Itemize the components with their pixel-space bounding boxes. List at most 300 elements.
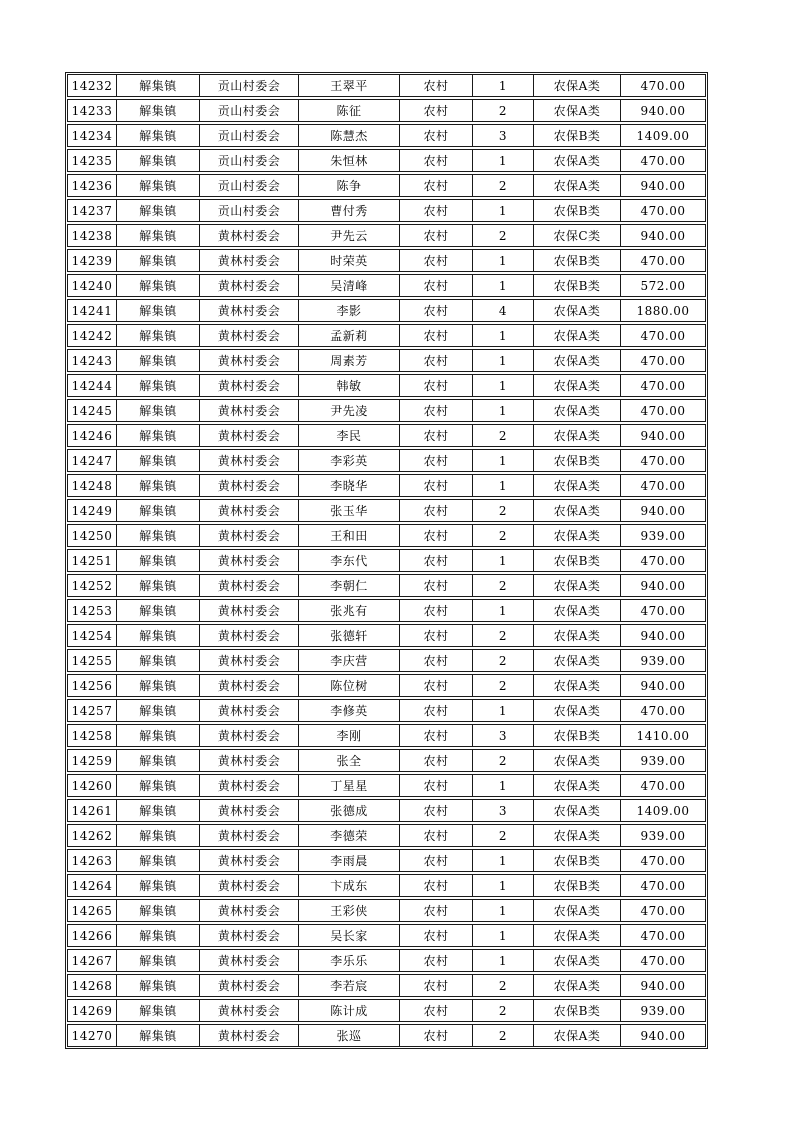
cell-town: 解集镇 [117,950,200,971]
cell-category: 农村 [400,675,473,696]
table-row [67,149,706,172]
cell-village: 黄林村委会 [200,625,299,646]
cell-count: 1 [473,950,534,971]
cell-type: 农保A类 [534,825,621,846]
cell-id: 14257 [68,700,117,721]
cell-type: 农保A类 [534,425,621,446]
insurance-table [65,72,708,1049]
cell-count: 2 [473,825,534,846]
cell-category: 农村 [400,750,473,771]
cell-id: 14240 [68,275,117,296]
cell-type: 农保A类 [534,500,621,521]
cell-amount: 470.00 [640,328,686,343]
cell-amount: 939.00 [640,528,686,543]
cell-village: 贡山村委会 [200,175,299,196]
cell-town: 解集镇 [117,200,200,221]
cell-category: 农村 [400,275,473,296]
cell-type: 农保A类 [534,625,621,646]
cell-id: 14254 [68,625,117,646]
cell-amount: 470.00 [640,853,686,868]
cell-type: 农保A类 [534,175,621,196]
cell-village: 黄林村委会 [200,750,299,771]
cell-name: 孟新莉 [299,325,400,346]
cell-count: 2 [473,175,534,196]
cell-amount: 940.00 [640,628,686,643]
cell-id: 14242 [68,325,117,346]
cell-type: 农保A类 [534,325,621,346]
cell-village: 贡山村委会 [200,125,299,146]
cell-category: 农村 [400,775,473,796]
cell-name: 李雨晨 [299,850,400,871]
cell-name: 张兆有 [299,600,400,621]
cell-category: 农村 [400,925,473,946]
cell-town: 解集镇 [117,525,200,546]
cell-id: 14255 [68,650,117,671]
table-row [67,324,706,347]
cell-amount: 1880.00 [636,303,690,318]
cell-village: 黄林村委会 [200,875,299,896]
cell-id: 14258 [68,725,117,746]
cell-category: 农村 [400,400,473,421]
cell-type: 农保B类 [534,125,621,146]
cell-village: 黄林村委会 [200,1000,299,1021]
cell-name: 周素芳 [299,350,400,371]
cell-type: 农保A类 [534,975,621,996]
cell-amount: 470.00 [640,928,686,943]
cell-town: 解集镇 [117,400,200,421]
cell-name: 曹付秀 [299,200,400,221]
cell-type: 农保A类 [534,600,621,621]
cell-village: 黄林村委会 [200,950,299,971]
cell-amount: 939.00 [640,1003,686,1018]
cell-count: 1 [473,325,534,346]
cell-amount: 940.00 [640,178,686,193]
cell-amount: 470.00 [640,153,686,168]
cell-category: 农村 [400,425,473,446]
cell-village: 黄林村委会 [200,925,299,946]
cell-name: 陈计成 [299,1000,400,1021]
cell-village: 黄林村委会 [200,775,299,796]
cell-village: 黄林村委会 [200,850,299,871]
cell-category: 农村 [400,825,473,846]
cell-town: 解集镇 [117,975,200,996]
cell-category: 农村 [400,475,473,496]
cell-id: 14270 [68,1025,117,1046]
cell-village: 黄林村委会 [200,600,299,621]
cell-town: 解集镇 [117,550,200,571]
table-row [67,424,706,447]
cell-type: 农保A类 [534,700,621,721]
cell-category: 农村 [400,500,473,521]
cell-id: 14247 [68,450,117,471]
cell-type: 农保A类 [534,525,621,546]
table-row [67,199,706,222]
cell-village: 黄林村委会 [200,525,299,546]
cell-id: 14256 [68,675,117,696]
cell-town: 解集镇 [117,675,200,696]
cell-village: 黄林村委会 [200,700,299,721]
cell-category: 农村 [400,850,473,871]
cell-town: 解集镇 [117,475,200,496]
cell-amount: 470.00 [640,353,686,368]
cell-count: 2 [473,225,534,246]
cell-name: 张巡 [299,1025,400,1046]
cell-village: 黄林村委会 [200,675,299,696]
cell-id: 14268 [68,975,117,996]
cell-id: 14245 [68,400,117,421]
cell-type: 农保A类 [534,75,621,96]
cell-town: 解集镇 [117,125,200,146]
cell-village: 黄林村委会 [200,650,299,671]
cell-category: 农村 [400,600,473,621]
cell-count: 2 [473,1025,534,1046]
cell-town: 解集镇 [117,500,200,521]
cell-type: 农保B类 [534,1000,621,1021]
cell-name: 卞成东 [299,875,400,896]
cell-count: 1 [473,925,534,946]
cell-town: 解集镇 [117,75,200,96]
cell-category: 农村 [400,225,473,246]
cell-village: 黄林村委会 [200,800,299,821]
cell-id: 14260 [68,775,117,796]
cell-town: 解集镇 [117,1000,200,1021]
cell-village: 黄林村委会 [200,475,299,496]
cell-id: 14232 [68,75,117,96]
cell-name: 张玉华 [299,500,400,521]
cell-count: 1 [473,200,534,221]
cell-amount: 1410.00 [636,728,690,743]
cell-category: 农村 [400,625,473,646]
cell-id: 14259 [68,750,117,771]
cell-type: 农保A类 [534,950,621,971]
cell-category: 农村 [400,300,473,321]
cell-id: 14237 [68,200,117,221]
cell-town: 解集镇 [117,100,200,121]
cell-name: 李晓华 [299,475,400,496]
cell-name: 李刚 [299,725,400,746]
cell-type: 农保A类 [534,300,621,321]
cell-count: 2 [473,750,534,771]
cell-count: 1 [473,875,534,896]
cell-category: 农村 [400,325,473,346]
cell-amount: 940.00 [640,678,686,693]
cell-town: 解集镇 [117,625,200,646]
cell-id: 14264 [68,875,117,896]
cell-type: 农保A类 [534,675,621,696]
cell-town: 解集镇 [117,575,200,596]
cell-count: 2 [473,975,534,996]
table-row [67,774,706,797]
cell-type: 农保C类 [534,225,621,246]
cell-village: 黄林村委会 [200,275,299,296]
cell-type: 农保A类 [534,575,621,596]
cell-amount: 470.00 [640,878,686,893]
cell-amount: 470.00 [640,203,686,218]
cell-name: 吴清峰 [299,275,400,296]
cell-type: 农保A类 [534,1025,621,1046]
cell-id: 14249 [68,500,117,521]
cell-village: 黄林村委会 [200,575,299,596]
cell-name: 王彩侠 [299,900,400,921]
cell-amount: 470.00 [640,453,686,468]
cell-type: 农保A类 [534,475,621,496]
cell-village: 黄林村委会 [200,450,299,471]
cell-type: 农保A类 [534,800,621,821]
cell-amount: 940.00 [640,578,686,593]
cell-category: 农村 [400,650,473,671]
table-row [67,549,706,572]
cell-town: 解集镇 [117,800,200,821]
cell-name: 王和田 [299,525,400,546]
cell-id: 14238 [68,225,117,246]
cell-amount: 470.00 [640,903,686,918]
cell-name: 韩敏 [299,375,400,396]
table-row [67,374,706,397]
cell-count: 2 [473,575,534,596]
cell-count: 2 [473,675,534,696]
cell-town: 解集镇 [117,775,200,796]
cell-id: 14263 [68,850,117,871]
cell-name: 张德轩 [299,625,400,646]
cell-id: 14253 [68,600,117,621]
table-row [67,274,706,297]
cell-id: 14246 [68,425,117,446]
cell-count: 2 [473,650,534,671]
cell-count: 4 [473,300,534,321]
table-row [67,499,706,522]
cell-amount: 940.00 [640,228,686,243]
cell-name: 李朝仁 [299,575,400,596]
cell-category: 农村 [400,725,473,746]
cell-name: 陈位树 [299,675,400,696]
cell-village: 贡山村委会 [200,100,299,121]
cell-name: 李东代 [299,550,400,571]
cell-name: 尹先云 [299,225,400,246]
cell-village: 黄林村委会 [200,900,299,921]
cell-town: 解集镇 [117,700,200,721]
cell-name: 李彩英 [299,450,400,471]
table-row [67,399,706,422]
cell-type: 农保A类 [534,750,621,771]
cell-amount: 939.00 [640,653,686,668]
cell-id: 14265 [68,900,117,921]
table-row [67,924,706,947]
cell-amount: 940.00 [640,103,686,118]
cell-category: 农村 [400,525,473,546]
cell-village: 贡山村委会 [200,75,299,96]
cell-town: 解集镇 [117,725,200,746]
table-row [67,849,706,872]
table-row [67,899,706,922]
cell-count: 1 [473,350,534,371]
cell-type: 农保A类 [534,925,621,946]
cell-type: 农保B类 [534,725,621,746]
cell-type: 农保A类 [534,350,621,371]
cell-count: 2 [473,525,534,546]
cell-count: 1 [473,850,534,871]
cell-name: 张德成 [299,800,400,821]
cell-category: 农村 [400,450,473,471]
cell-category: 农村 [400,125,473,146]
cell-town: 解集镇 [117,150,200,171]
cell-count: 1 [473,900,534,921]
cell-category: 农村 [400,950,473,971]
cell-category: 农村 [400,800,473,821]
table-row [67,874,706,897]
cell-amount: 1409.00 [636,803,690,818]
cell-id: 14262 [68,825,117,846]
cell-category: 农村 [400,150,473,171]
cell-id: 14243 [68,350,117,371]
cell-name: 王翠平 [299,75,400,96]
table-row [67,124,706,147]
cell-town: 解集镇 [117,225,200,246]
cell-village: 黄林村委会 [200,225,299,246]
cell-village: 黄林村委会 [200,725,299,746]
cell-category: 农村 [400,100,473,121]
cell-type: 农保A类 [534,400,621,421]
cell-name: 李民 [299,425,400,446]
cell-amount: 940.00 [640,503,686,518]
cell-count: 1 [473,475,534,496]
table-body [67,74,706,1047]
cell-amount: 939.00 [640,828,686,843]
cell-category: 农村 [400,875,473,896]
table-row [67,1024,706,1047]
cell-amount: 940.00 [640,1028,686,1043]
cell-village: 黄林村委会 [200,1025,299,1046]
cell-town: 解集镇 [117,275,200,296]
cell-count: 1 [473,250,534,271]
cell-type: 农保A类 [534,650,621,671]
cell-id: 14252 [68,575,117,596]
cell-village: 黄林村委会 [200,825,299,846]
cell-name: 尹先凌 [299,400,400,421]
cell-id: 14239 [68,250,117,271]
cell-name: 时荣英 [299,250,400,271]
cell-amount: 470.00 [640,403,686,418]
cell-category: 农村 [400,550,473,571]
cell-category: 农村 [400,1000,473,1021]
cell-id: 14248 [68,475,117,496]
table-row [67,974,706,997]
cell-amount: 939.00 [640,753,686,768]
cell-town: 解集镇 [117,825,200,846]
cell-type: 农保B类 [534,275,621,296]
cell-name: 李庆营 [299,650,400,671]
cell-id: 14241 [68,300,117,321]
cell-name: 李德荣 [299,825,400,846]
cell-type: 农保A类 [534,775,621,796]
cell-category: 农村 [400,350,473,371]
cell-category: 农村 [400,250,473,271]
table-row [67,699,706,722]
table-row [67,574,706,597]
cell-town: 解集镇 [117,650,200,671]
cell-name: 陈征 [299,100,400,121]
cell-town: 解集镇 [117,375,200,396]
cell-count: 3 [473,725,534,746]
cell-name: 李乐乐 [299,950,400,971]
cell-id: 14244 [68,375,117,396]
cell-type: 农保B类 [534,550,621,571]
cell-amount: 940.00 [640,428,686,443]
cell-category: 农村 [400,975,473,996]
cell-name: 张全 [299,750,400,771]
cell-id: 14235 [68,150,117,171]
table-row [67,599,706,622]
cell-amount: 572.00 [640,278,686,293]
cell-id: 14251 [68,550,117,571]
cell-town: 解集镇 [117,875,200,896]
cell-category: 农村 [400,75,473,96]
cell-amount: 470.00 [640,478,686,493]
table-row [67,799,706,822]
cell-amount: 470.00 [640,378,686,393]
cell-category: 农村 [400,200,473,221]
table-row [67,724,706,747]
cell-town: 解集镇 [117,175,200,196]
cell-village: 黄林村委会 [200,300,299,321]
cell-count: 1 [473,775,534,796]
cell-village: 贡山村委会 [200,200,299,221]
cell-count: 1 [473,600,534,621]
cell-id: 14236 [68,175,117,196]
table-row [67,449,706,472]
cell-name: 陈慧杰 [299,125,400,146]
cell-type: 农保B类 [534,250,621,271]
cell-id: 14261 [68,800,117,821]
cell-village: 黄林村委会 [200,375,299,396]
cell-name: 丁星星 [299,775,400,796]
cell-type: 农保A类 [534,100,621,121]
cell-name: 朱恒林 [299,150,400,171]
cell-town: 解集镇 [117,600,200,621]
cell-amount: 470.00 [640,778,686,793]
cell-village: 黄林村委会 [200,400,299,421]
cell-count: 3 [473,125,534,146]
cell-count: 2 [473,500,534,521]
cell-count: 1 [473,700,534,721]
cell-amount: 1409.00 [636,128,690,143]
table-row [67,74,706,97]
table-row [67,299,706,322]
cell-category: 农村 [400,375,473,396]
cell-town: 解集镇 [117,750,200,771]
cell-category: 农村 [400,700,473,721]
cell-town: 解集镇 [117,425,200,446]
cell-village: 黄林村委会 [200,350,299,371]
table-row [67,649,706,672]
cell-amount: 470.00 [640,78,686,93]
cell-type: 农保A类 [534,375,621,396]
cell-name: 李若宸 [299,975,400,996]
cell-count: 1 [473,150,534,171]
cell-type: 农保B类 [534,850,621,871]
table-row [67,749,706,772]
table-row [67,174,706,197]
table-row [67,99,706,122]
cell-count: 1 [473,75,534,96]
cell-town: 解集镇 [117,1025,200,1046]
cell-count: 1 [473,275,534,296]
cell-town: 解集镇 [117,850,200,871]
cell-count: 1 [473,375,534,396]
cell-amount: 470.00 [640,603,686,618]
cell-count: 2 [473,100,534,121]
cell-count: 2 [473,625,534,646]
cell-count: 2 [473,425,534,446]
